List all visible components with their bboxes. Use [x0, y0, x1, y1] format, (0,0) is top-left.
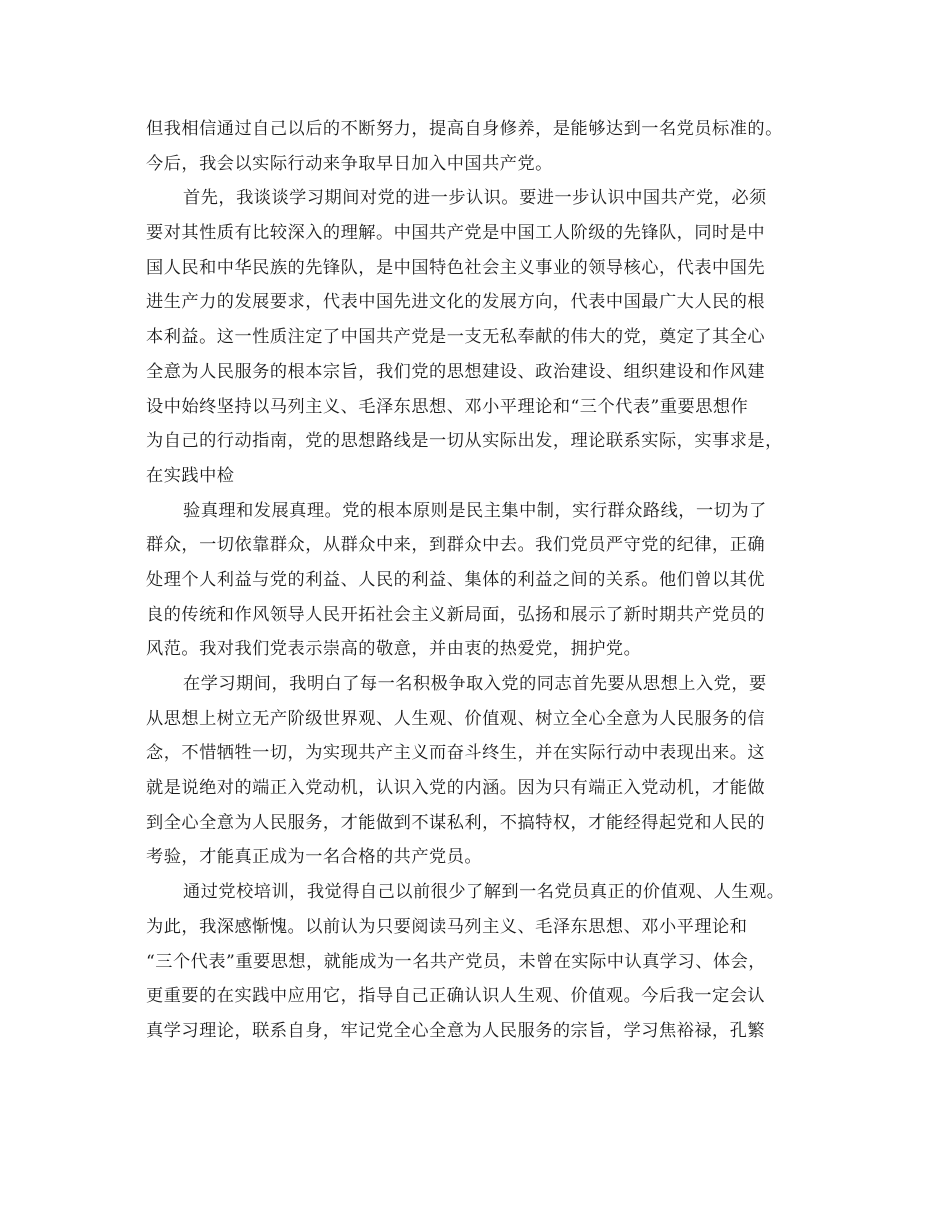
text-line: 为此，我深感惭愧。以前认为只要阅读马列主义、毛泽东思想、邓小平理论和 [146, 916, 748, 937]
text-line: 在学习期间，我明白了每一名积极争取入党的同志首先要从思想上入党，要 [183, 674, 767, 694]
text-line: 今后，我会以实际行动来争取早日加入中国共产党。 [146, 153, 553, 174]
text-line: 国人民和中华民族的先锋队，是中国特色社会主义事业的领导核心，代表中国先 [146, 257, 766, 278]
text-line: 群众，一切依靠群众，从群众中来，到群众中去。我们党员严守党的纪律，正确 [146, 535, 766, 556]
text-line: 通过党校培训，我觉得自己以前很少了解到一名党员真正的价值观、人生观。 [183, 882, 785, 903]
text-line: “三个代表”重要思想，就能成为一名共产党员，未曾在实际中认真学习、体会， [146, 951, 766, 972]
text-line: 处理个人利益与党的利益、人民的利益、集体的利益之间的关系。他们曾以其优 [146, 569, 766, 590]
text-line: 良的传统和作风领导人民开拓社会主义新局面，弘扬和展示了新时期共产党员的 [146, 604, 766, 625]
text-line: 到全心全意为人民服务，才能做到不谋私利，不搞特权，才能经得起党和人民的 [146, 812, 766, 833]
text-line: 全意为人民服务的根本宗旨，我们党的思想建设、政治建设、组织建设和作风建 [146, 361, 766, 382]
document-body [146, 112, 810, 1049]
text-line: 首先，我谈谈学习期间对党的进一步认识。要进一步认识中国共产党，必须 [183, 188, 767, 209]
text-line: 在实践中检 [146, 465, 235, 486]
text-line: 风范。我对我们党表示崇高的敬意，并由衷的热爱党，拥护党。 [146, 639, 642, 660]
text-line: 从思想上树立无产阶级世界观、人生观、价值观、树立全心全意为人民服务的信 [146, 708, 766, 729]
text-line: 为自己的行动指南，党的思想路线是一切从实际出发，理论联系实际，实事求是， [146, 431, 783, 452]
text-line: 但我相信通过自己以后的不断努力，提高自身修养，是能够达到一名党员标准的。 [146, 119, 783, 139]
text-line: 要对其性质有比较深入的理解。中国共产党是中国工人阶级的先锋队，同时是中 [146, 223, 766, 244]
text-line: 更重要的在实践中应用它，指导自己正确认识人生观、价值观。今后我一定会认 [146, 986, 766, 1007]
text-line: 验真理和发展真理。党的根本原则是民主集中制，实行群众路线，一切为了 [183, 500, 767, 521]
text-line: 真学习理论，联系自身，牢记党全心全意为人民服务的宗旨，学习焦裕禄，孔繁 [146, 1020, 766, 1041]
text-line: 设中始终坚持以马列主义、毛泽东思想、邓小平理论和“三个代表”重要思想作 [146, 396, 749, 417]
text-line: 本利益。这一性质注定了中国共产党是一支无私奉献的伟大的党，奠定了其全心 [146, 327, 766, 348]
text-line: 进生产力的发展要求，代表中国先进文化的发展方向，代表中国最广大人民的根 [146, 292, 766, 313]
text-line: 就是说绝对的端正入党动机，认识入党的内涵。因为只有端正入党动机，才能做 [146, 778, 766, 799]
text-line: 念，不惜牺牲一切，为实现共产主义而奋斗终生，并在实际行动中表现出来。这 [146, 743, 766, 764]
text-line: 考验，才能真正成为一名合格的共产党员。 [146, 847, 483, 868]
